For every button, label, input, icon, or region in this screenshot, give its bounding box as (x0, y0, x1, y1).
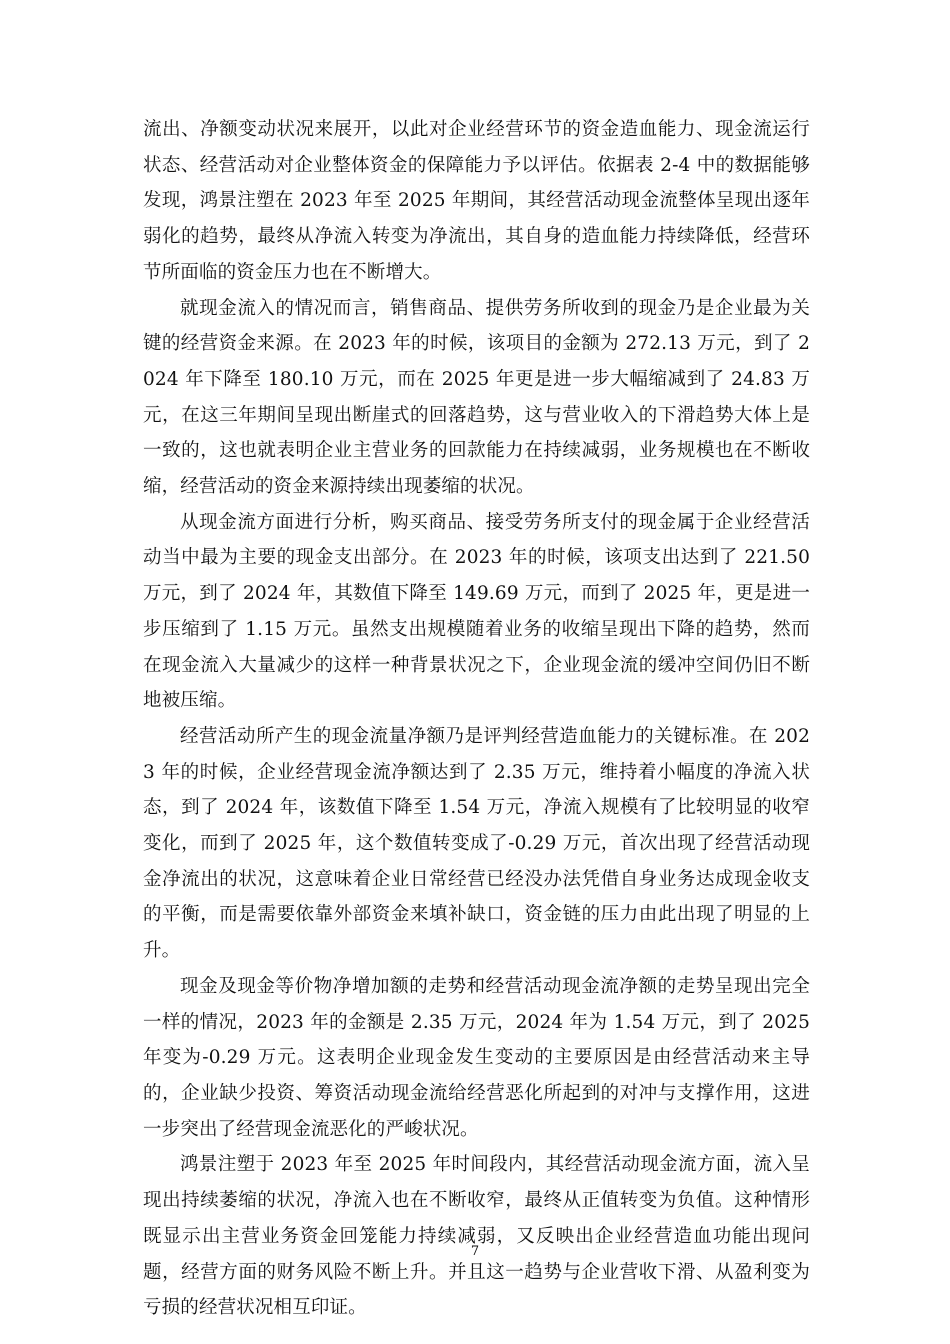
paragraph-cash-inflow: 就现金流入的情况而言，销售商品、提供劳务所收到的现金乃是企业最为关键的经营资金来源。在 2023 年的时候，该项目的金额为 272.13 万元，到了 2024 年下降至 180.10 万元，而在 2025 年更是进一步大幅缩减到了 24.83 万元，在这三年期间呈现出断崖式的回落趋势，这与营业收入的下滑趋势大体上是一致的，这也就表明企业主营业务的回款能力在持续减弱，业务规模也在不断收缩，经营活动的资金来源持续出现萎缩的状况。 (143, 297, 810, 498)
paragraph-continuation: 流出、净额变动状况来展开，以此对企业经营环节的资金造血能力、现金流运行状态、经营活动对企业整体资金的保障能力予以评估。依据表 2-4 中的数据能够发现，鸿景注塑在 2023 年至 2025 年期间，其经营活动现金流整体呈现出逐年弱化的趋势，最终从净流入转变为净流出，其自身的造血能力持续降低，经营环节所面临的资金压力也在不断增大。 (143, 119, 810, 283)
body-text (143, 112, 810, 1326)
paragraph-cash-outflow: 从现金流方面进行分析，购买商品、接受劳务所支付的现金属于企业经营活动当中最为主要的现金支出部分。在 2023 年的时候，该项支出达到了 221.50 万元，到了 2024 年，其数值下降至 149.69 万元，而到了 2025 年，更是进一步压缩到了 1.15 万元。虽然支出规模随着业务的收缩呈现出下降的趋势，然而在现金流入大量减少的这样一种背景状况之下，企业现金流的缓冲空间仍旧不断地被压缩。 (143, 511, 810, 712)
paragraph-net-operating-cash: 经营活动所产生的现金流量净额乃是评判经营造血能力的关键标准。在 2023 年的时候，企业经营现金流净额达到了 2.35 万元，维持着小幅度的净流入状态，到了 2024 年，该数值下降至 1.54 万元，净流入规模有了比较明显的收窄变化，而到了 2025 年，这个数值转变成了-0.29 万元，首次出现了经营活动现金净流出的状况，这意味着企业日常经营已经没办法凭借自身业务达成现金收支的平衡，而是需要依靠外部资金来填补缺口，资金链的压力由此出现了明显的上升。 (143, 725, 810, 962)
paragraph-summary: 鸿景注塑于 2023 年至 2025 年时间段内，其经营活动现金流方面，流入呈现出持续萎缩的状况，净流入也在不断收窄，最终从正值转变为负值。这种情形既显示出主营业务资金回笼能力持续减弱，又反映出企业经营造血功能出现问题，经营方面的财务风险不断上升。并且这一趋势与企业营收下滑、从盈利变为亏损的经营状况相互印证。 (143, 1154, 810, 1319)
page-number: 7 (470, 1244, 480, 1259)
paragraph-net-cash-increase: 现金及现金等价物净增加额的走势和经营活动现金流净额的走势呈现出完全一样的情况，2023 年的金额是 2.35 万元，2024 年为 1.54 万元，到了 2025 年变为-0.29 万元。这表明企业现金发生变动的主要原因是由经营活动来主导的，企业缺少投资、筹资活动现金流给经营恶化所起到的对冲与支撑作用，这进一步突出了经营现金流恶化的严峻状况。 (143, 975, 810, 1140)
